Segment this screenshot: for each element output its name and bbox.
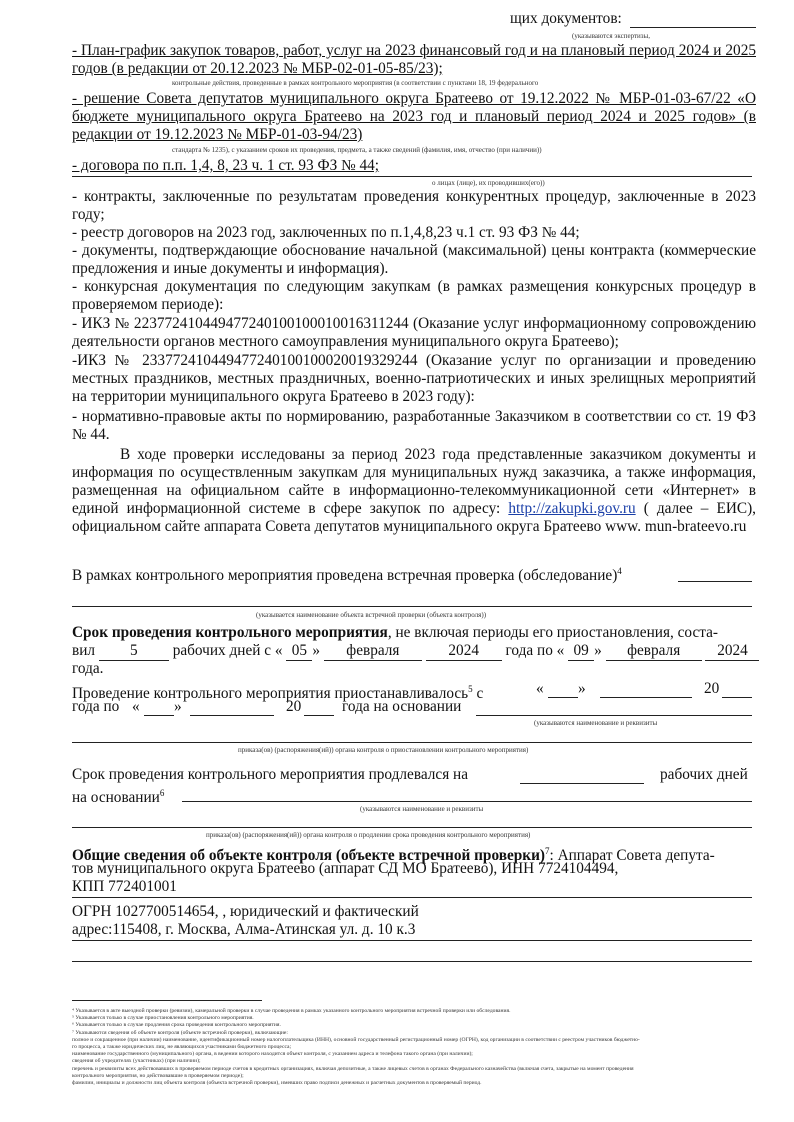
item-contracts-pp: - договора по п.п. 1,4, 8, 23 ч. 1 ст. 93 ФЗ № 44; — [72, 157, 380, 174]
during-paragraph — [72, 446, 756, 536]
footnote-separator — [72, 1000, 262, 1001]
item-decision — [72, 90, 756, 144]
note-experts: (указываются экспертизы, — [572, 32, 651, 40]
suspension-s: с — [472, 685, 484, 703]
object-text: : Аппарат Совета депута- — [549, 847, 715, 865]
footnote-ref-4: 4 — [617, 566, 622, 576]
footnotes — [72, 1008, 762, 1087]
item-norm-acts: - нормативно-правовые акты по нормированию, разработанные Заказчиком в соответствии со ст. 19 ФЗ № 44. — [72, 408, 756, 443]
item-ikz-2: -ИКЗ № 233772410449477240100100020019329244 (Оказание услуг по организации и проведению местных праздников, местных праздничных, военно-патриотических и иных зрелищных мероприятий на территории муниципального округа Братеево в 2023 году): — [72, 352, 756, 405]
object-line-3: КПП 772401001 — [72, 878, 177, 895]
object-line-sep-3 — [72, 961, 752, 962]
header-fragment: щих документов: — [510, 10, 622, 27]
susp-year-word: года по — [72, 698, 120, 715]
note-persons: о лицах (лице), их проводивших(его)) — [432, 179, 545, 187]
susp-q-close-1: » — [578, 680, 586, 697]
note-counter-check: (указывается наименование объекта встречной проверки (объекта контроля)) — [256, 611, 487, 619]
term-year-to: года по « — [505, 642, 565, 659]
susp-day-line-1 — [548, 697, 578, 698]
term-line-2 — [72, 642, 756, 661]
item-registry: - реестр договоров на 2023 год, заключенных по п.1,4,8,23 ч.1 ст. 93 ФЗ № 44; — [72, 224, 580, 241]
susp-q-open-2: « — [132, 698, 140, 715]
extension-days-line — [520, 783, 644, 784]
item-plan-graph: - План-график закупок товаров, работ, услуг на 2023 финансовый год и на плановый период 2024 и 2025 годов (в редакции от 20.12.2023 № МБР-02-01-05-85/23); — [72, 42, 756, 77]
term-line-1 — [72, 624, 756, 642]
term-month-2: февраля — [606, 642, 702, 661]
object-line-2: тов муниципального округа Братеево (аппарат СД МО Братеево), ИНН 7724104494, — [72, 860, 619, 877]
note-standard: стандарта № 1235), с указанием сроков их проведения, предмета, а также сведений (фамилия, имя, отчество (при наличии)) — [172, 146, 542, 154]
footnote-7-item-4b: контрольного мероприятия, но действовавшие в проверяемом периоде); — [72, 1072, 244, 1079]
susp-year20-2: 20 — [286, 698, 302, 715]
footnote-5: ⁵ Указывается только в случае приостановления контрольного мероприятия. — [72, 1015, 254, 1022]
term-days-value: 5 — [99, 642, 169, 661]
term-text: , не включая периоды его приостановления, соста- — [387, 624, 718, 641]
term-day-1: 05 — [286, 642, 312, 661]
counter-check-fill-1 — [678, 581, 752, 582]
counter-check-fill-2 — [72, 606, 752, 607]
object-ogrn: ОГРН 1027700514654, , юридический и фактический — [72, 903, 419, 920]
zakupki-link[interactable]: http://zakupki.gov.ru — [508, 500, 636, 517]
footnote-7-item-5: фамилии, инициалы и должности лиц объекта контроля (объекта встречной проверки), имевших право подписи денежных и расчетных документов в проверяемый период. — [72, 1080, 482, 1087]
note-extension-2: приказа(ов) (распоряжения(ий)) органа контроля о продлении срока проведения контрольного мероприятия) — [206, 831, 531, 839]
footnote-7-item-1: полное и сокращенное (при наличии) наименование, идентификационный номер налогоплательщика (ИНН), основной государственный регистрационный номер (ОГРН), код организации в соответствии с реестром участников бюджетно- — [72, 1036, 640, 1043]
footnote-4: ⁴ Указывается в акте выездной проверки (ревизии), камеральной проверки в случае проведения в рамках указанного контрольного мероприятия встречной проверки или обследования. — [72, 1008, 511, 1014]
term-month-1: февраля — [324, 642, 422, 661]
term-year-2: 2024 — [705, 642, 759, 661]
term-vil: вил — [72, 642, 96, 659]
note-extension-1: (указываются наименование и реквизиты — [360, 805, 484, 813]
object-bold: Общие сведения об объекте контроля (объекте встречной проверки) — [72, 847, 545, 865]
object-line-sep-2 — [72, 940, 752, 941]
term-days-from: рабочих дней с « — [172, 642, 283, 659]
during-text: В ходе проверки исследованы за период 2023 года представленные заказчиком документы и информация по осуществленным закупкам для муниципальных нужд заказчика, а также информация, размещенная на официальном сайте в информационно-телекоммуникационной сети «Интернет» в единой информационной системе в сфере закупок по адресу: — [72, 446, 756, 517]
footnote-ref-6: 6 — [159, 788, 165, 798]
header-fill-line — [630, 27, 756, 28]
item-ikz-1: - ИКЗ № 223772410449477240100100010016311244 (Оказание услуг информационному сопровождению деятельности органов местного самоуправления муниципального округа Братеево); — [72, 315, 756, 350]
extension-days: рабочих дней — [660, 766, 748, 783]
note-control-actions: контрольные действия, проведенные в рамках контрольного мероприятия (в соответствии с пунктами 18, 19 федерального — [172, 79, 539, 87]
footnote-ref-5: 5 — [468, 684, 473, 694]
decision-text: - решение Совета депутатов муниципального округа Братеево от 19.12.2022 № МБР-01-03-67/22 «О бюджете муниципального округа Братеево на 2023 год и плановый период 2024 и 2025 годов» (в редакции от 19.12.2023 № МБР-01-03-94/23) — [72, 90, 756, 143]
susp-year-line-2 — [304, 715, 334, 716]
contracts-line — [72, 176, 752, 177]
suspension-text: Проведение контрольного мероприятия приостанавливалось — [72, 685, 469, 703]
susp-day-line-2 — [144, 715, 174, 716]
footnote-7: ⁷ Указываются сведения об объекте контроля (объекте встречной проверки), включающие: — [72, 1029, 288, 1036]
counter-check-line — [72, 562, 672, 585]
extension-text: Срок проведения контрольного мероприятия продлевался на — [72, 766, 469, 783]
object-address: адрес:115408, г. Москва, Алма-Атинская ул. д. 10 к.3 — [72, 921, 416, 938]
note-suspension-2: приказа(ов) (распоряжения(ий)) органа контроля о приостановлении контрольного мероприятия) — [238, 746, 529, 754]
extension-basis-line — [72, 784, 212, 807]
susp-month-line-1 — [600, 697, 692, 698]
footnote-7-item-3: сведения об учредителях (участниках) (при наличии); — [72, 1058, 201, 1065]
susp-year20-1: 20 — [704, 680, 720, 697]
susp-month-line-2 — [190, 715, 274, 716]
term-day-2: 09 — [568, 642, 594, 661]
susp-basis: года на основании — [342, 698, 462, 715]
term-god: года. — [72, 660, 104, 677]
term-year-1: 2024 — [426, 642, 502, 661]
during-tail: ( далее – ЕИС), официальном сайте аппарата Совета депутатов муниципального округа Братеево www. mun-brateevo.ru — [72, 500, 756, 535]
footnote-6: ⁶ Указывается только в случае продления срока проведения контрольного мероприятия. — [72, 1022, 281, 1029]
footnote-7-item-2: наименование государственного (муниципального) органа, в ведении которого находится объект контроля, с указанием адреса и телефона такого органа (при наличии); — [72, 1051, 473, 1058]
extension-basis: на основании — [72, 789, 160, 807]
susp-q-close-2: » — [174, 698, 182, 715]
term-quote-close-1: » — [312, 642, 321, 659]
susp-basis-line-2 — [72, 742, 752, 743]
footnote-7-item-1b: го процесса, а также юридических лиц, не являющихся участниками бюджетного процесса; — [72, 1044, 292, 1051]
note-suspension-1: (указываются наименование и реквизиты — [534, 719, 658, 727]
item-price-docs: - документы, подтверждающие обоснование начальной (максимальной) цены контракта (коммерческие предложения и иные документы и информация). — [72, 242, 756, 277]
counter-check-text: В рамках контрольного мероприятия проведена встречная проверка (обследование) — [72, 567, 618, 585]
item-contracts-competitive: - контракты, заключенные по результатам проведения конкурентных процедур, заключенные в 2023 году; — [72, 188, 756, 223]
extension-basis-fill — [182, 801, 752, 802]
footnote-ref-7: 7 — [545, 846, 550, 856]
susp-q-open-1: « — [536, 680, 544, 697]
susp-year-line-1 — [722, 697, 752, 698]
item-tender-docs: - конкурсная документация по следующим закупкам (в рамках размещения конкурсных процедур в проверяемом периоде): — [72, 278, 756, 313]
susp-basis-line — [476, 715, 752, 716]
term-bold: Срок проведения контрольного мероприятия — [72, 624, 388, 641]
term-quote-close-2: » — [594, 642, 602, 659]
footnote-7-item-4: перечень и реквизиты всех действовавших в проверяемом периоде счетов в кредитных организациях, включая депозитные, а также лицевых счетов в органах Федерального казначейства (включая счета, закрытые на момент проведения — [72, 1065, 634, 1072]
object-line-sep-1 — [72, 897, 752, 898]
extension-basis-fill-2 — [72, 827, 752, 828]
